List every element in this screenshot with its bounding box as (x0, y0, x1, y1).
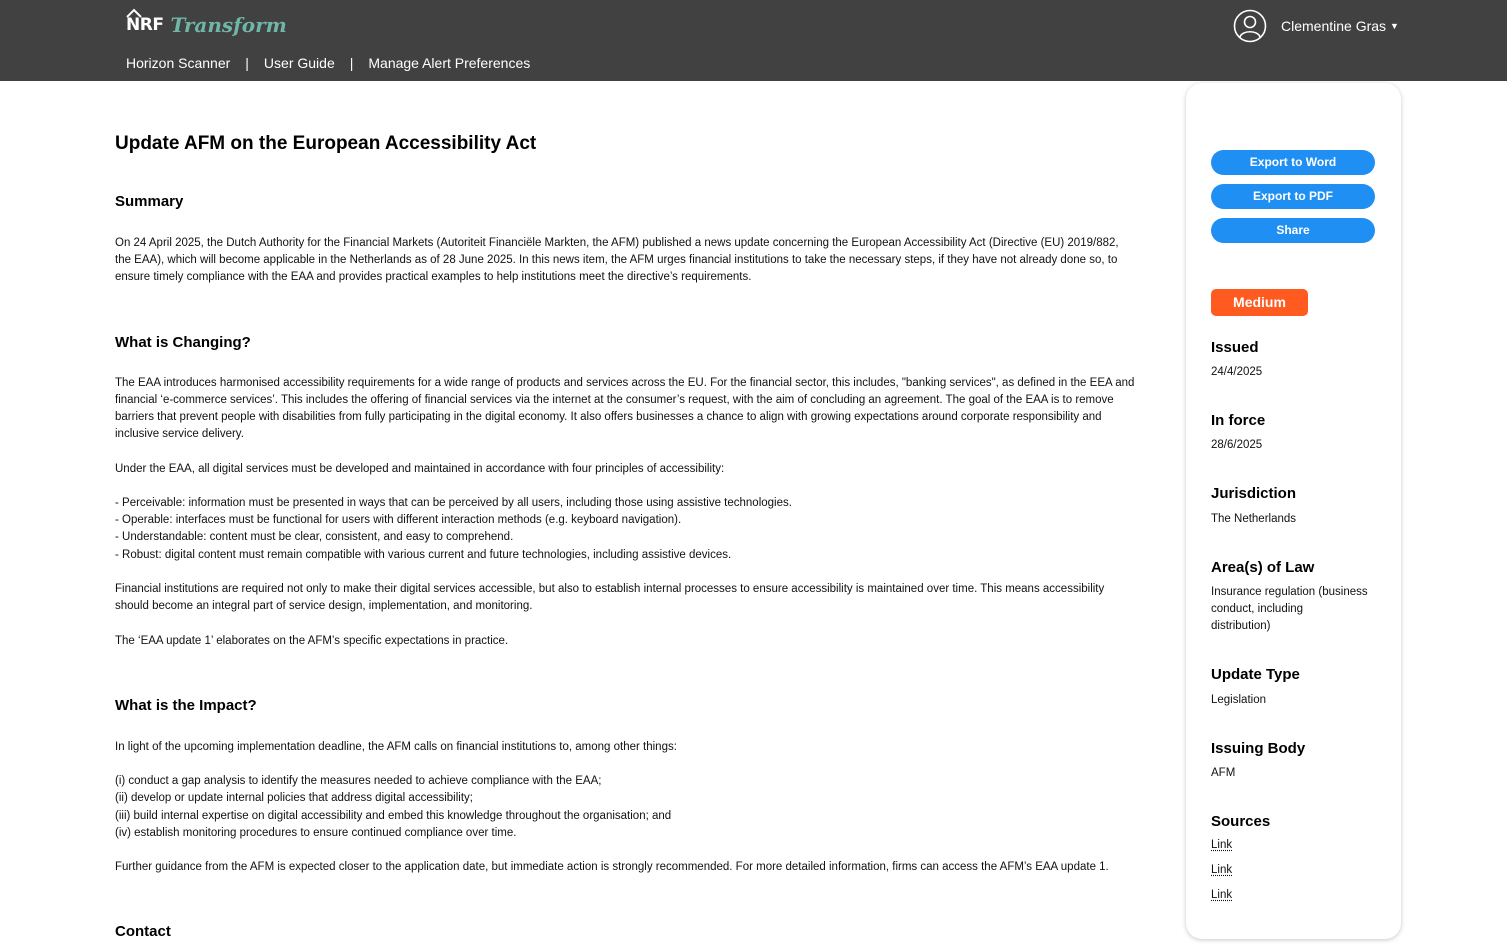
summary-line: On 24 April 2025, the Dutch Authority for the Financial Markets (Autoriteit Financiële Markten, the AFM) published a news update concerning the European Accessibility Act (Directive (EU) 2019/882, (115, 237, 1119, 249)
issuing-body-label: Issuing Body (1211, 740, 1306, 757)
nav-manage-alert-preferences[interactable]: Manage Alert Preferences (368, 55, 531, 71)
logo-product-name: Transform (170, 13, 287, 37)
principle-item: - Robust: digital content must remain compatible with various current and future technologies, including assistive devices. (115, 548, 732, 561)
page-title: Update AFM on the European Accessibility Act (115, 133, 537, 154)
principle-item: - Understandable: content must be clear, consistent, and easy to comprehend. (115, 531, 514, 544)
area-of-law-label: Area(s) of Law (1211, 559, 1315, 576)
changing-line: should become an integral part of service design, implementation, and monitoring. (115, 600, 533, 613)
issued-label: Issued (1211, 339, 1259, 356)
summary-heading: Summary (115, 193, 184, 210)
share-button[interactable]: Share (1211, 218, 1375, 243)
main-nav (126, 55, 530, 71)
logo[interactable] (126, 6, 287, 40)
area-of-law-line: conduct, including (1211, 603, 1304, 616)
area-of-law-line: Insurance regulation (business (1211, 586, 1368, 598)
summary-line: the EAA), which will become applicable in the Netherlands as of 28 June 2025. In this news item, the AFM urges financial institutions to take the necessary steps, if they have not already done so, to (115, 254, 1118, 267)
source-link[interactable]: Link (1211, 889, 1233, 901)
impact-heading: What is the Impact? (115, 696, 257, 714)
nav-user-guide[interactable]: User Guide (263, 55, 335, 71)
export-pdf-button[interactable]: Export to PDF (1211, 184, 1375, 209)
principle-item: - Perceivable: information must be presented in ways that can be perceived by all users, including those using assistive technologies. (115, 497, 792, 509)
source-link[interactable]: Link (1211, 839, 1233, 851)
sources-label: Sources (1211, 813, 1271, 830)
impact-list-item: (ii) develop or update internal policies that address digital accessibility; (115, 792, 473, 805)
in-force-value: 28/6/2025 (1211, 439, 1263, 451)
update-type-value: Legislation (1211, 694, 1266, 706)
nav-separator: | (245, 55, 249, 71)
source-link[interactable]: Link (1211, 864, 1233, 876)
summary-text (115, 235, 1165, 287)
changing-line: Financial institutions are required not only to make their digital services accessible, but also to establish internal processes to ensure accessibility is maintained over time. This means accessibility (115, 583, 1105, 595)
impact-line: In light of the upcoming implementation deadline, the AFM calls on financial institutions to, among other things: (115, 740, 677, 753)
area-of-law-value (1211, 584, 1386, 636)
article (115, 130, 1165, 942)
user-avatar-icon[interactable] (1233, 9, 1267, 43)
changing-text (115, 375, 1165, 650)
summary-line: ensure timely compliance with the EAA and provides practical examples to help institutions meet the directive’s requirements. (115, 271, 752, 284)
changing-line: barriers that prevent people with disabilities from fully participating in the digital economy. It also offers businesses a chance to align with growing expectations around corporate responsibility and (115, 411, 1102, 424)
nav-horizon-scanner[interactable]: Horizon Scanner (126, 55, 231, 71)
user-name[interactable]: Clementine Gras (1281, 18, 1387, 34)
impact-line: Further guidance from the AFM is expected closer to the application date, but immediate action is strongly recommended. For more detailed information, firms can access the AFM’s EAA update 1. (115, 861, 1109, 874)
in-force-label: In force (1211, 412, 1266, 429)
changing-line: financial ‘e-commerce services’. This includes the offering of financial services via the internet at the consumer’s request, with the aim of concluding an agreement. The goal of the EAA is to remove (115, 393, 1114, 406)
nav-separator: | (349, 55, 354, 71)
caret-down-icon[interactable]: ▼ (1390, 21, 1399, 31)
export-word-button[interactable]: Export to Word (1211, 150, 1375, 175)
jurisdiction-value: The Netherlands (1211, 513, 1297, 525)
impact-list-item: (i) conduct a gap analysis to identify the measures needed to achieve compliance with the EAA; (115, 775, 602, 788)
changing-line: The ‘EAA update 1’ elaborates on the AFM’s specific expectations in practice. (115, 634, 509, 647)
logo-nrf: NRF (126, 15, 163, 35)
user-menu[interactable] (1233, 9, 1399, 43)
jurisdiction-label: Jurisdiction (1211, 485, 1297, 502)
principle-item: - Operable: interfaces must be functional for users with different interaction methods (e.g. keyboard navigation). (115, 514, 682, 527)
impact-list-item: (iv) establish monitoring procedures to ensure continued compliance over time. (115, 826, 517, 839)
top-bar (0, 0, 1507, 81)
changing-heading: What is Changing? (115, 333, 251, 351)
priority-badge: Medium (1211, 289, 1308, 316)
area-of-law-line: distribution) (1211, 620, 1271, 633)
issued-value: 24/4/2025 (1211, 366, 1263, 378)
impact-text (115, 739, 1165, 877)
changing-line: The EAA introduces harmonised accessibility requirements for a wide range of products and services across the EU. For the financial sector, this includes, "banking services", as defined in the EEA and (115, 376, 1135, 389)
issuing-body-value: AFM (1211, 767, 1236, 779)
house-roof-icon (126, 8, 142, 18)
impact-list-item: (iii) build internal expertise on digital accessibility and embed this knowledge throughout the organisation; and (115, 809, 672, 822)
changing-line: Under the EAA, all digital services must be developed and maintained in accordance with four principles of accessibility: (115, 462, 725, 475)
changing-line: inclusive service delivery. (115, 428, 244, 441)
contact-heading: Contact (115, 923, 171, 941)
details-sidebar (1186, 83, 1401, 939)
update-type-label: Update Type (1211, 666, 1300, 683)
